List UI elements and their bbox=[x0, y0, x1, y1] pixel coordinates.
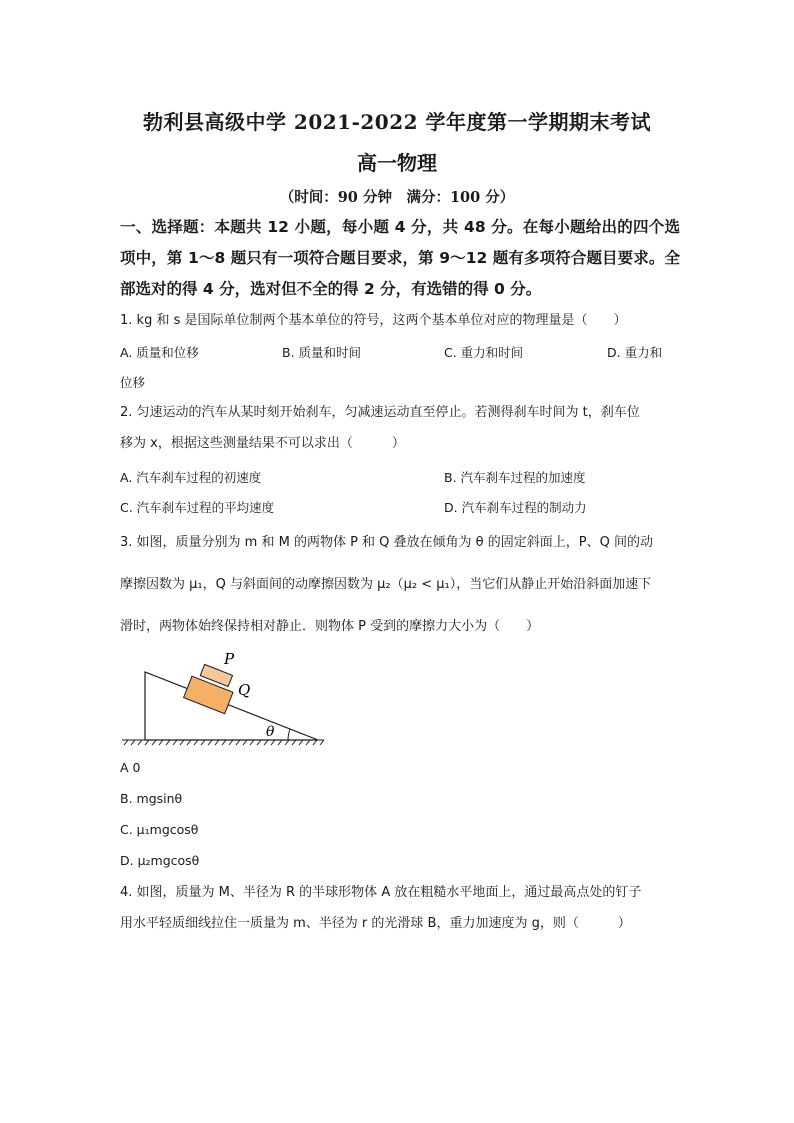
q3-stem-line3: 滑时，两物体始终保持相对静止．则物体 P 受到的摩擦力大小为（ ） bbox=[120, 619, 540, 634]
q3-stem-line2: 摩擦因数为 μ₁，Q 与斜面间的动摩擦因数为 μ₂（μ₂ < μ₁），当它们从静止开始沿斜面加速下 bbox=[120, 577, 652, 592]
q3-stem-line1: 3. 如图，质量分别为 m 和 M 的两物体 P 和 Q 叠放在倾角为 θ 的固定斜面上，P、Q 间的动 bbox=[120, 535, 653, 550]
q1-option-d: D. 重力和 bbox=[607, 345, 663, 360]
q2-option-a: A. 汽车刹车过程的初速度 bbox=[120, 470, 262, 485]
q4-stem-line2: 用水平轻质细线拉住一质量为 m、半径为 r 的光滑球 B，重力加速度为 g，则（ ） bbox=[120, 916, 631, 931]
q3-option-b: B. mgsinθ bbox=[120, 791, 183, 806]
subject-title: 高一物理 bbox=[357, 151, 437, 175]
label-q: Q bbox=[238, 681, 251, 699]
q2-option-d: D. 汽车刹车过程的制动力 bbox=[444, 500, 587, 515]
label-p: P bbox=[224, 650, 235, 668]
ground-hatching bbox=[122, 740, 324, 745]
q2-stem-line1: 2. 匀速运动的汽车从某时刻开始刹车，匀减速运动直至停止。若测得刹车时间为 t，刹车位 bbox=[120, 405, 640, 420]
q2-stem-line2: 移为 x，根据这些测量结果不可以求出（ ） bbox=[120, 436, 405, 451]
q2-option-b: B. 汽车刹车过程的加速度 bbox=[444, 470, 586, 485]
incline-figure bbox=[118, 648, 330, 748]
q3-option-d: D. μ₂mgcosθ bbox=[120, 853, 200, 868]
q2-option-c: C. 汽车刹车过程的平均速度 bbox=[120, 500, 275, 515]
q1-option-d-wrap: 位移 bbox=[120, 375, 146, 390]
q1-stem: 1. kg 和 s 是国际单位制两个基本单位的符号，这两个基本单位对应的物理量是（ ） bbox=[120, 313, 627, 328]
q1-option-c: C. 重力和时间 bbox=[444, 345, 524, 360]
incline-wedge bbox=[145, 672, 318, 740]
time-info: （时间：90 分钟 满分：100 分） bbox=[279, 189, 515, 206]
label-theta: θ bbox=[266, 724, 275, 740]
exam-title: 勃利县高级中学 2021-2022 学年度第一学期期末考试 bbox=[142, 110, 652, 134]
section-instructions: 一、选择题：本题共 12 小题，每小题 4 分，共 48 分。在每小题给出的四个选项中，第 1～8 题只有一项符合题目要求，第 9～12 题有多项符合题目要求。全部选对的得 4 分，选对但不全的得 2 分，有选错的得 0 分。 bbox=[120, 218, 680, 298]
q4-stem-line1: 4. 如图，质量为 M、半径为 R 的半球形物体 A 放在粗糙水平地面上，通过最高点处的钉子 bbox=[120, 885, 642, 900]
q1-option-a: A. 质量和位移 bbox=[120, 345, 199, 360]
q3-option-a: A 0 bbox=[120, 760, 141, 775]
q3-option-c: C. μ₁mgcosθ bbox=[120, 822, 199, 837]
q1-option-b: B. 质量和时间 bbox=[282, 345, 362, 360]
